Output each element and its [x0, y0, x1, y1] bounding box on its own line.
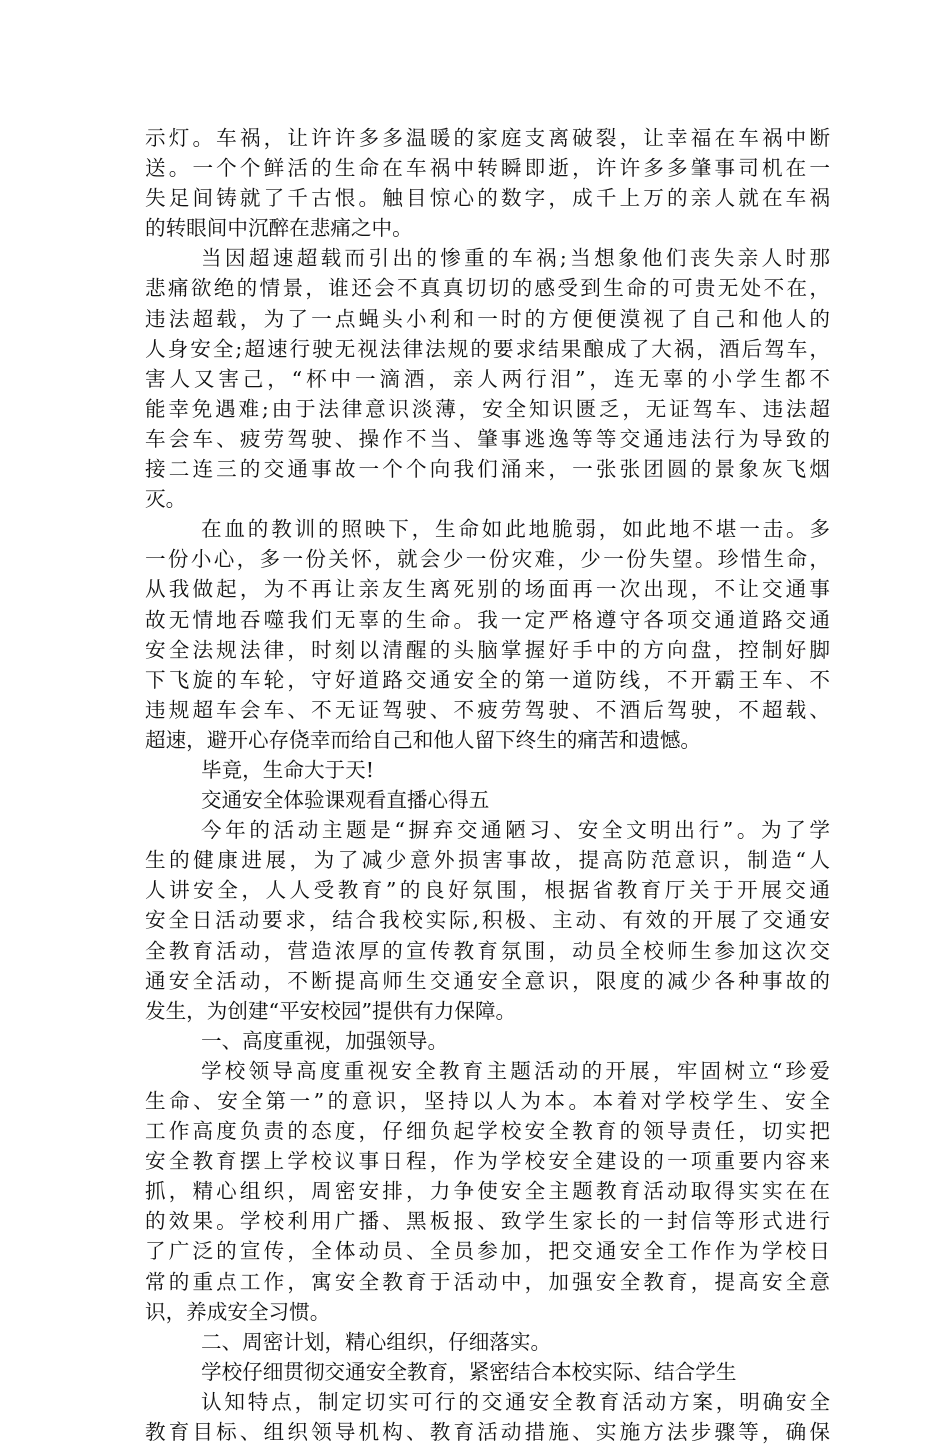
text-line: 安全法规法律，时刻以清醒的头脑掌握好手中的方向盘，控制好脚 — [145, 637, 830, 662]
text-line: 害人又害己，“杯中一滴酒，亲人两行泪”，连无辜的小学生都不 — [145, 366, 830, 391]
text-line: 了广泛的宣传，全体动员、全员参加，把交通安全工作作为学校日 — [145, 1239, 830, 1264]
text-line: 工作高度负责的态度，仔细负起学校安全教育的领导责任，切实把 — [145, 1119, 830, 1144]
text-line: 示灯。车祸，让许许多多温暖的家庭支离破裂，让幸福在车祸中断 — [145, 126, 830, 150]
text-line: 从我做起，为不再让亲友生离死别的场面再一次出现，不让交通事 — [145, 577, 830, 602]
text-line: 人讲安全，人人受教育”的良好氛围，根据省教育厅关于开展交通 — [145, 878, 830, 903]
text-line: 发生，为创建“平安校园”提供有力保障。 — [145, 998, 517, 1023]
text-line: 故无情地吞噬我们无辜的生命。我一定严格遵守各项交通道路交通 — [145, 607, 830, 632]
text-line: 的效果。学校利用广播、黑板报、致学生家长的一封信等形式进行 — [145, 1209, 830, 1234]
text-line: 二、周密计划，精心组织，仔细落实。 — [201, 1329, 552, 1354]
text-line: 下飞旋的车轮，守好道路交通安全的第一道防线，不开霸王车、不 — [145, 667, 830, 692]
text-line: 灭。 — [145, 487, 187, 512]
text-line: 车会车、疲劳驾驶、操作不当、肇事逃逸等等交通违法行为导致的 — [145, 426, 830, 451]
text-line: 悲痛欲绝的情景，谁还会不真真切切的感受到生命的可贵无处不在， — [145, 276, 830, 301]
text-line: 常的重点工作，寓安全教育于活动中，加强安全教育，提高安全意 — [145, 1269, 830, 1294]
text-line: 生命、安全第一”的意识，坚持以人为本。本着对学校学生、安全 — [145, 1089, 830, 1113]
text-line: 在血的教训的照映下，生命如此地脆弱，如此地不堪一击。多 — [201, 517, 830, 542]
text-line: 违法超载，为了一点蝇头小利和一时的方便便漠视了自己和他人的 — [145, 306, 830, 331]
text-line: 当因超速超载而引出的惨重的车祸;当想象他们丧失亲人时那 — [201, 246, 830, 271]
text-line: 今年的活动主题是“摒弃交通陋习、安全文明出行”。为了学 — [201, 818, 830, 843]
text-line: 交通安全体验课观看直播心得五 — [201, 788, 490, 813]
text-line: 一份小心，多一份关怀，就会少一份灾难，少一份失望。珍惜生命， — [145, 547, 830, 572]
text-line: 送。一个个鲜活的生命在车祸中转瞬即逝，许许多多肇事司机在一 — [145, 156, 830, 181]
text-line: 识，养成安全习惯。 — [145, 1299, 331, 1324]
text-line: 通安全活动，不断提高师生交通安全意识，限度的减少各种事故的 — [145, 968, 830, 993]
text-line: 违规超车会车、不无证驾驶、不疲劳驾驶、不酒后驾驶，不超载、 — [145, 697, 830, 722]
text-line: 全教育活动，营造浓厚的宣传教育氛围，动员全校师生参加这次交 — [145, 938, 830, 963]
text-line: 生的健康进展，为了减少意外损害事故，提高防范意识，制造“人 — [145, 848, 830, 873]
text-line: 安全日活动要求，结合我校实际,积极、主动、有效的开展了交通安 — [145, 908, 830, 933]
text-line: 学校领导高度重视安全教育主题活动的开展，牢固树立“珍爱 — [201, 1058, 830, 1083]
text-line: 认知特点，制定切实可行的交通安全教育活动方案，明确安全 — [201, 1389, 830, 1414]
text-line: 教育目标、组织领导机构、教育活动措施、实施方法步骤等，确保 — [145, 1420, 830, 1445]
text-line: 的转眼间中沉醉在悲痛之中。 — [145, 216, 413, 241]
text-line: 超速，避开心存侥幸而给自己和他人留下终生的痛苦和遗憾。 — [145, 727, 702, 752]
text-line: 安全教育摆上学校议事日程，作为学校安全建设的一项重要内容来 — [145, 1149, 830, 1174]
text-line: 抓，精心组织，周密安排，力争使安全主题教育活动取得实实在在 — [145, 1179, 830, 1204]
text-line: 毕竟，生命大于天! — [201, 757, 375, 782]
document-body-text — [145, 123, 830, 1447]
text-line: 一、高度重视，加强领导。 — [201, 1028, 449, 1053]
text-line: 能幸免遇难;由于法律意识淡薄，安全知识匮乏，无证驾车、违法超 — [145, 396, 830, 421]
text-line: 人身安全;超速行驶无视法律法规的要求结果酿成了大祸，酒后驾车， — [145, 336, 830, 361]
text-line: 学校仔细贯彻交通安全教育，紧密结合本校实际、结合学生 — [201, 1359, 737, 1384]
text-line: 失足间铸就了千古恨。触目惊心的数字，成千上万的亲人就在车祸 — [145, 186, 830, 211]
text-line: 接二连三的交通事故一个个向我们涌来，一张张团圆的景象灰飞烟 — [145, 457, 830, 482]
